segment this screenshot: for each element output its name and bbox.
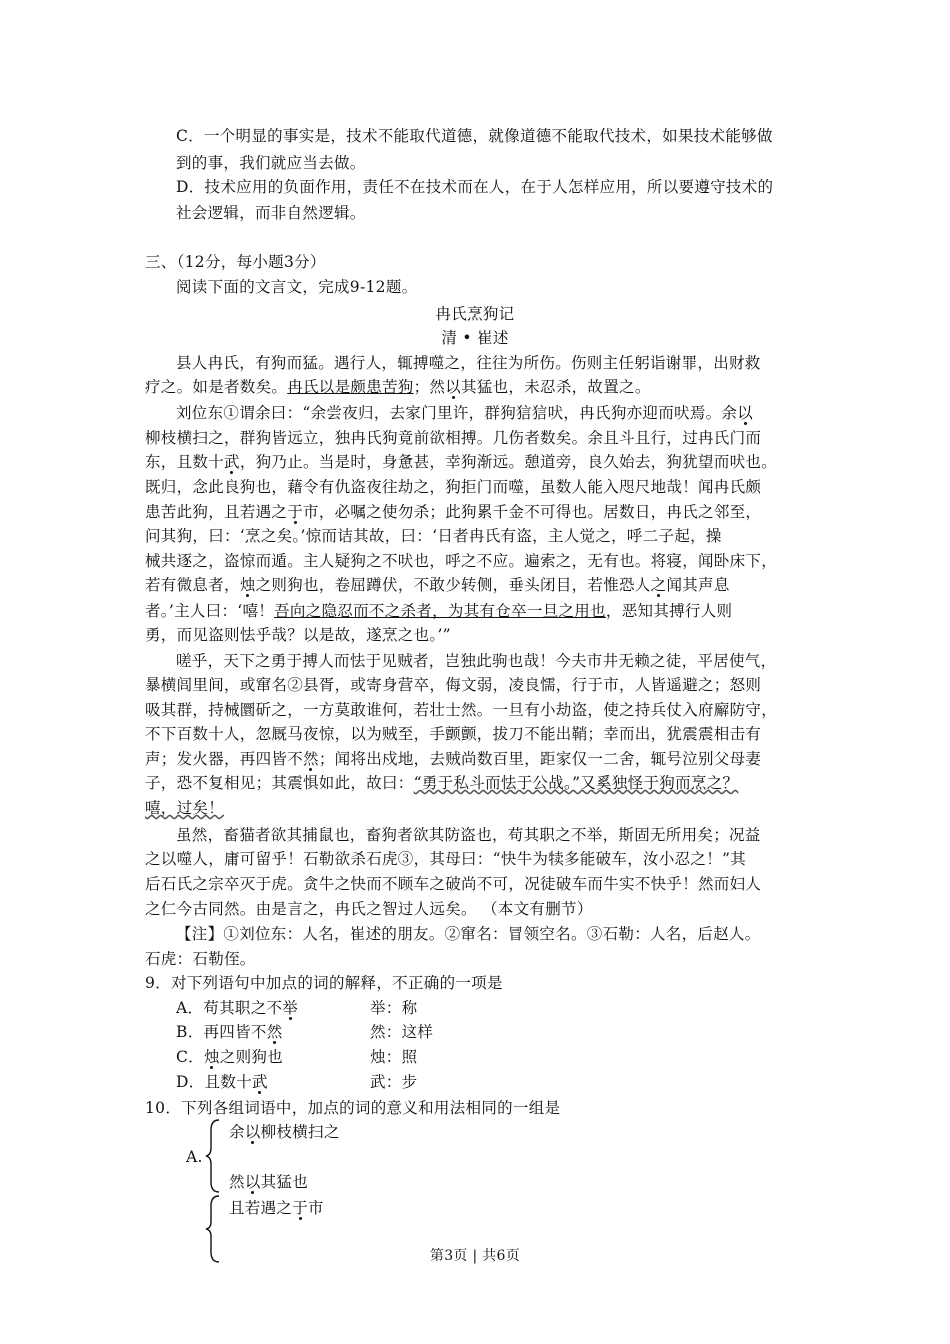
- p4-line1: 虽然，畜猫者欲其捕鼠也，畜狗者欲其防盗也，苟其职之不举，斯固无所用矣；况益: [176, 826, 761, 844]
- p3-line6: 子，恐不复相见；其震惧如此，故曰：“勇于私斗而怯于公战。”又奚独怪于狗而烹之？: [145, 774, 739, 792]
- p3-line5: 声；发火器，再四皆不然；闻将出戍地，去贼尚数百里，距家仅一二舍，辄号泣别父母妻: [145, 750, 762, 768]
- wavy-underlined-sentence: “勇于私斗而怯于公战。”又奚独怪于狗而烹之？: [413, 774, 739, 792]
- q9-option-b: B．再四皆不然: [176, 1023, 283, 1041]
- p2-line6: 问其狗，曰：‘烹之矣。’惊而诘其故，曰：‘日者冉氏有盗，主人觉之，呼二子起，操: [145, 527, 722, 545]
- p4-line2: 之以噬人，庸可留乎！石勒欲杀石虎③，其母曰：“快牛为犊多能破车，汝小忍之！”其: [145, 850, 747, 868]
- p4-line4: 之仁今古同然。由是言之，冉氏之智过人远矣。 （本文有删节）: [145, 900, 593, 918]
- q10-option-a-label: A.: [186, 1148, 203, 1166]
- passage-author: 清 • 崔述: [441, 329, 509, 347]
- note-line2: 石虎：石勒侄。: [145, 950, 256, 968]
- q9-option-a-answer: 举：称: [370, 999, 418, 1017]
- q10-a-item1: 余以柳枝横扫之: [229, 1123, 340, 1141]
- q9-option-a: A．苟其职之不举: [176, 999, 299, 1017]
- p2-line4: 既归，念此良狗也，藉令有仇盗夜往劫之，狗拒门而噬，虽数人能入咫尺地哉！闻冉氏颇: [145, 478, 762, 496]
- p2-line5: 患苦此狗，且若遇之于市，必嘱之使勿杀；此狗累千金不可得也。居数日，冉氏之邻至，: [145, 503, 762, 521]
- p4-line3: 后石氏之宗卒灭于虎。贪牛之快而不顾车之破尚不可，况徒破车而牛实不快乎！然而妇人: [145, 875, 762, 893]
- q10-stem: 10．下列各组词语中，加点的词的意义和用法相同的一组是: [145, 1099, 561, 1117]
- p1-line2: 疗之。如是者数矣。冉氏以是颇患苦狗；然以其猛也，未忍杀，故置之。: [145, 378, 651, 396]
- q9-option-b-answer: 然：这样: [370, 1023, 434, 1041]
- underlined-sentence-1: 冉氏以是颇患苦狗: [287, 378, 414, 396]
- p3-line1: 嗟乎，天下之勇于搏人而怯于见贼者，岂独此驹也哉！今夫市井无赖之徒，平居使气，: [176, 652, 777, 670]
- q9-stem: 9．对下列语句中加点的词的解释，不正确的一项是: [145, 974, 503, 992]
- option-d-line1: D．技术应用的负面作用，责任不在技术而在人，在于人怎样应用，所以要遵守技术的: [176, 178, 774, 196]
- section-heading: 三、（12分，每小题3分）: [145, 253, 326, 271]
- p3-line3: 吸其群，持械圜斫之，一方莫敢谁何，若壮士然。一旦有小劫盗，使之持兵仗入府廨防守，: [145, 701, 778, 719]
- q10-a-item2: 然以其猛也: [229, 1173, 309, 1191]
- option-c-line2: 到的事，我们就应当去做。: [176, 154, 366, 172]
- passage-title: 冉氏烹狗记: [435, 305, 515, 323]
- p2-line7: 械共逐之，盗惊而遁。主人疑狗之不吠也，呼之不应。遍索之，无有也。将寝，闻卧床下，: [145, 552, 778, 570]
- note-line1: 【注】①刘位东：人名，崔述的朋友。②窜名：冒领空名。③石勒：人名，后赵人。: [176, 925, 761, 943]
- brace-icon: [205, 1118, 223, 1194]
- option-d-line2: 社会逻辑，而非自然逻辑。: [176, 204, 366, 222]
- q9-option-c-answer: 烛：照: [370, 1048, 418, 1066]
- p2-line8: 若有微息者，烛之则狗也，卷屈蹲伏，不敢少转侧，垂头闭目，若惟恐人之闻其声息: [145, 576, 730, 594]
- q10-b-item1: 且若遇之于市: [229, 1199, 324, 1217]
- p2-line2: 柳枝横扫之，群狗皆远立，独冉氏狗竟前欲相搏。几伤者数矣。余且斗且行，过冉氏门而: [145, 429, 762, 447]
- p2-line9: 者。’主人曰：‘嘻！吾向之隐忍而不之杀者，为其有仓卒一旦之用也，恶知其搏行人则: [145, 602, 733, 620]
- p2-line3: 东，且数十武，狗乃止。当是时，身惫甚，幸狗渐远。憩道旁，良久始去，狗犹望而吠也。: [145, 453, 778, 471]
- section-instruction: 阅读下面的文言文，完成9-12题。: [176, 278, 418, 296]
- option-c-line1: C．一个明显的事实是，技术不能取代道德，就像道德不能取代技术，如果技术能够做: [176, 127, 773, 145]
- q9-option-d-answer: 武：步: [370, 1073, 418, 1091]
- p3-line2: 暴横闾里间，或窜名②县胥，或寄身营卒，侮文弱，凌良懦，行于市，人皆遥避之；怒则: [145, 676, 762, 694]
- q9-option-c: C．烛之则狗也: [176, 1048, 283, 1066]
- p3-line4: 不下百数十人，忽厩马夜惊，以为贼至，手颤颤，拔刀不能出鞘；幸而出，犹震震相击有: [145, 725, 762, 743]
- p1-line1: 县人冉氏，有狗而猛。遇行人，辄搏噬之，往往为所伤。伤则主任躬诣谢罪，出财救: [176, 354, 761, 372]
- p2-line1: 刘位东①谓余曰：“余尝夜归，去家门里许，群狗狺狺吠，冉氏狗亦迎而吠焉。余以: [176, 404, 754, 422]
- p2-line10: 勇，而见盗则怯乎哉？以是故，遂烹之也。’”: [145, 626, 451, 644]
- page-footer: 第3页 | 共6页: [429, 1248, 521, 1264]
- q9-option-d: D．且数十武: [176, 1073, 268, 1091]
- p3-line7: 嘻，过矣！: [145, 799, 225, 817]
- underlined-sentence-2: 吾向之隐忍而不之杀者，为其有仓卒一旦之用也: [274, 602, 606, 620]
